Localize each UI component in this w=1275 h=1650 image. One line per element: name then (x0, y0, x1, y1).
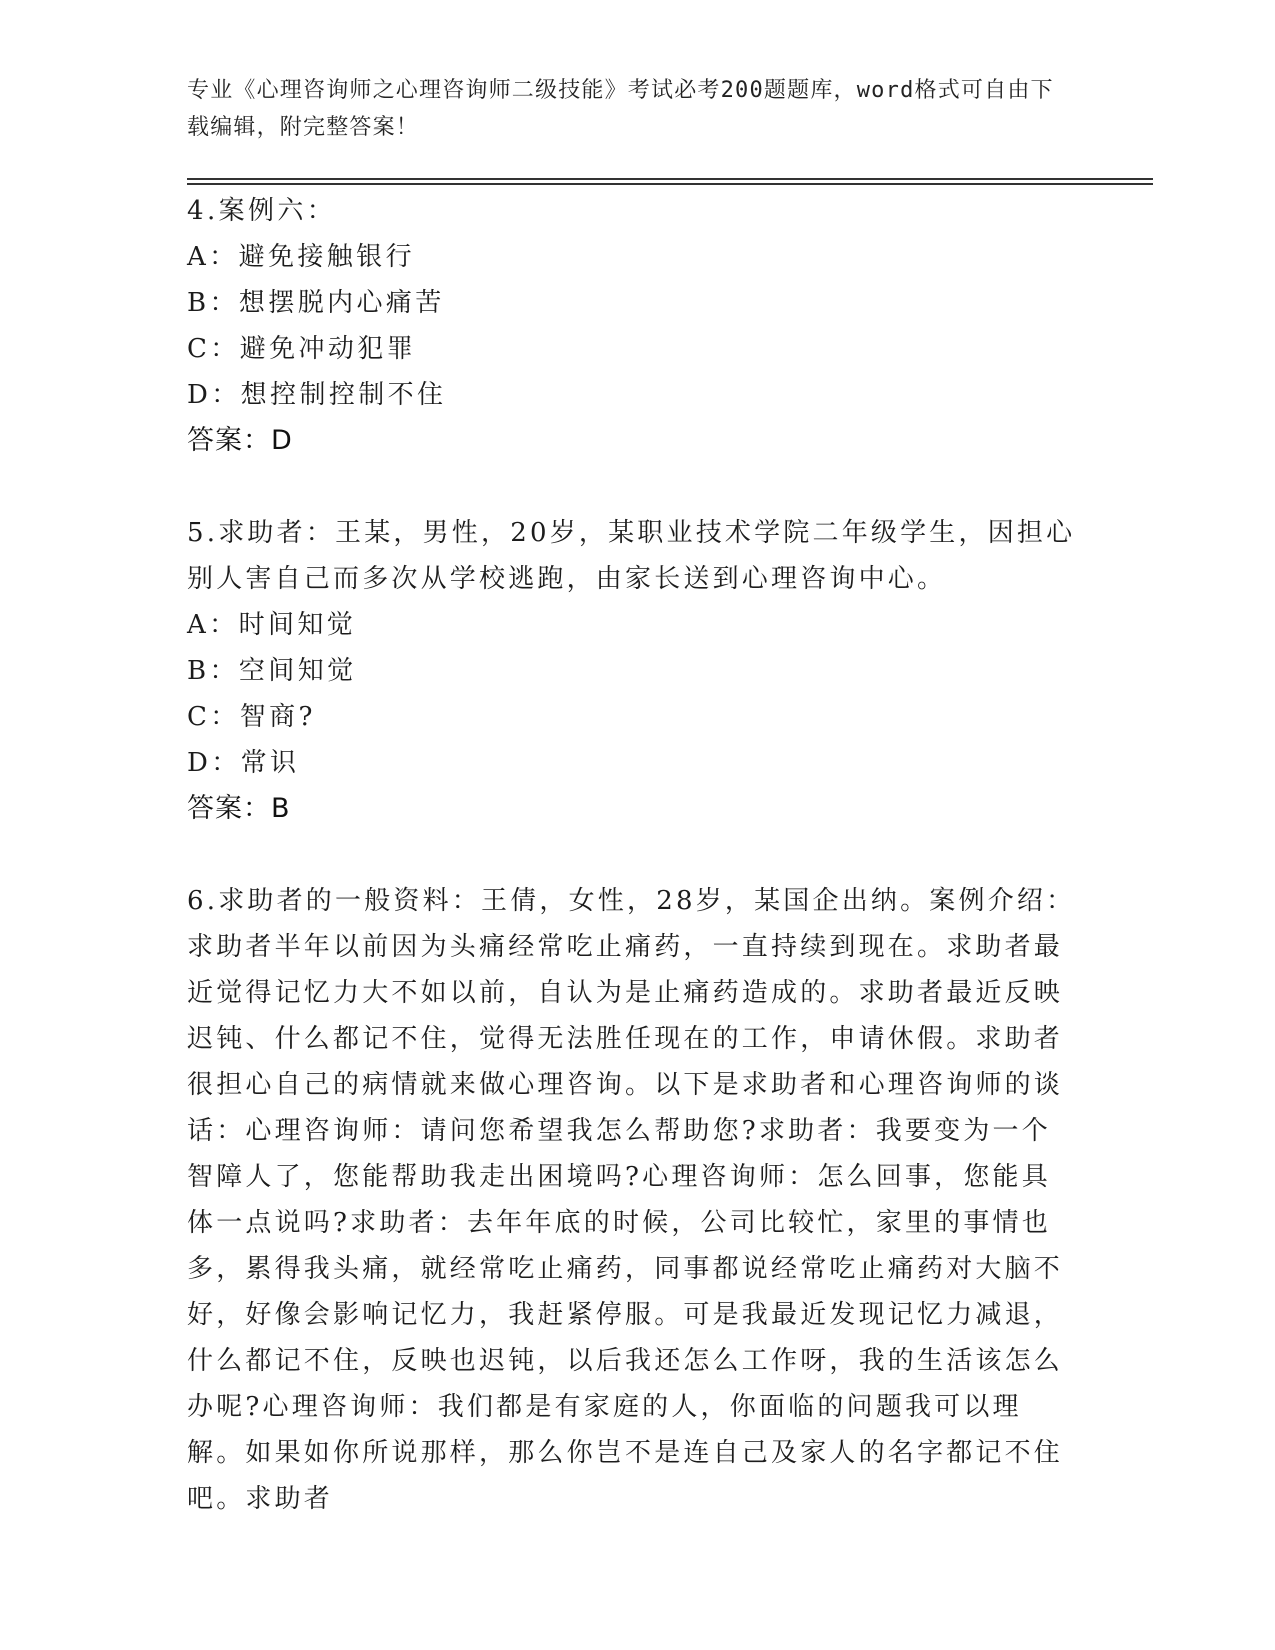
option-b: B：空间知觉 (187, 656, 357, 686)
option-c: C：智商? (187, 702, 316, 732)
document-header: 专业《心理咨询师之心理咨询师二级技能》考试必考200题题库，word格式可自由下载编辑，附完整答案！ (187, 78, 1054, 140)
question-6 (187, 878, 1077, 1522)
option-d: D：常识 (187, 748, 300, 778)
question-stem: 6.求助者的一般资料：王倩，女性，28岁，某国企出纳。案例介绍：求助者半年以前因为头痛经常吃止痛药，一直持续到现在。求助者最近觉得记忆力大不如以前，自认为是止痛药造成的。求助者最近反映迟钝、什么都记不住，觉得无法胜任现在的工作，申请休假。求助者很担心自己的病情就来做心理咨询。以下是求助者和心理咨询师的谈话：心理咨询师：请问您希望我怎么帮助您?求助者：我要变为一个智障人了，您能帮助我走出困境吗?心理咨询师：怎么回事，您能具体一点说吗?求助者：去年年底的时候，公司比较忙，家里的事情也多，累得我头痛，就经常吃止痛药，同事都说经常吃止痛药对大脑不好，好像会影响记忆力，我赶紧停服。可是我最近发现记忆力减退，什么都记不住，反映也迟钝，以后我还怎么工作呀，我的生活该怎么办呢?心理咨询师：我们都是有家庭的人，你面临的问题我可以理解。如果如你所说那样，那么你岂不是连自己及家人的名字都记不住吧。求助者 (187, 886, 1076, 1514)
header-rule-top (187, 178, 1153, 180)
answer-label: 答案：D (187, 425, 293, 456)
option-a: A：时间知觉 (187, 610, 357, 640)
question-stem: 4.案例六： (187, 196, 337, 226)
option-a: A：避免接触银行 (187, 242, 415, 272)
question-5 (187, 510, 1077, 832)
question-4 (187, 188, 1077, 464)
question-list (187, 188, 1077, 1568)
answer-label: 答案：B (187, 793, 291, 824)
question-stem: 5.求助者：王某，男性，20岁，某职业技术学院二年级学生，因担心别人害自己而多次从学校逃跑，由家长送到心理咨询中心。 (187, 518, 1076, 594)
option-b: B：想摆脱内心痛苦 (187, 288, 445, 318)
header-rule-bottom (187, 183, 1153, 185)
option-d: D：想控制控制不住 (187, 380, 447, 410)
option-c: C：避免冲动犯罪 (187, 334, 417, 364)
